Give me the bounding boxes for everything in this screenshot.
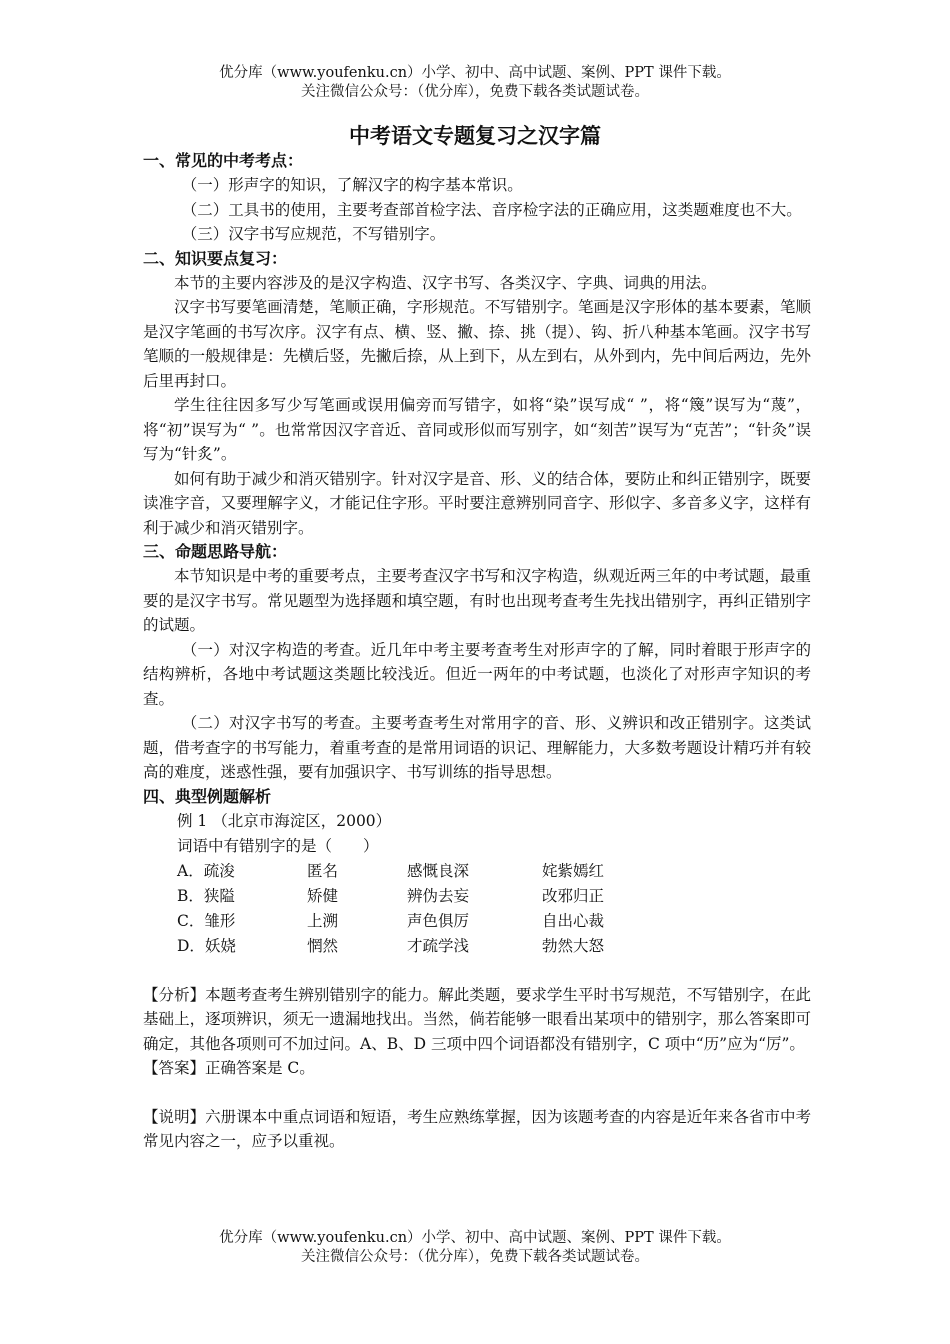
section-1-heading: 一、常见的中考考点： <box>143 151 304 170</box>
option-row-a <box>143 859 811 884</box>
option-word: 感慨良深 <box>407 861 470 880</box>
section-3-paragraph: （一）对汉字构造的考查。近几年中考主要考查考生对形声字的了解，同时着眼于形声字的结构辨析，各地中考试题这类题比较浅近。但近一两年的中考试题，也淡化了对形声字知识的考查。 <box>143 640 811 708</box>
header-line-1: 优分库（www.youfenku.cn）小学、初中、高中试题、案例、PPT 课件下载。 <box>219 65 731 81</box>
section-1-item: （一）形声字的知识，了解汉字的构字基本常识。 <box>181 176 523 194</box>
option-word: 才疏学浅 <box>407 936 470 955</box>
page-header <box>0 64 950 102</box>
section-1-item: （三）汉字书写应规范，不写错别字。 <box>181 225 446 243</box>
option-word: 匿名 <box>307 861 339 880</box>
section-4-heading: 四、典型例题解析 <box>143 786 272 806</box>
option-word: B．狭隘 <box>177 886 235 905</box>
option-row-b <box>143 884 811 909</box>
section-3-paragraph: 本节知识是中考的重要考点，主要考查汉字书写和汉字构造，纵观近两三年的中考试题，最重要的是汉字书写。常见题型为选择题和填空题，有时也出现考查考生先找出错别字，再纠正错别字的试题。 <box>143 567 811 634</box>
document-title: 中考语文专题复习之汉字篇 <box>349 123 601 148</box>
section-2-paragraph: 汉字书写要笔画清楚，笔顺正确，字形规范。不写错别字。笔画是汉字形体的基本要素，笔顺是汉字笔画的书写次序。汉字有点、横、竖、撇、捺、挑（提）、钩、折八种基本笔画。汉字书写笔顺的一般规律是：先横后竖，先撇后捺，从上到下，从左到右，从外到内，先中间后两边，先外后里再封口。 <box>143 298 811 390</box>
option-word: 上溯 <box>307 911 339 930</box>
section-2-paragraph: 本节的主要内容涉及的是汉字构造、汉字书写、各类汉字、字典、词典的用法。 <box>174 273 717 292</box>
option-word: 自出心裁 <box>542 911 605 930</box>
spacer <box>143 959 811 983</box>
document-body <box>143 149 811 1154</box>
analysis-paragraph: 【分析】本题考查考生辨别错别字的能力。解此类题，要求学生平时书写规范，不写错别字，在此基础上，逐项辨识，须无一遗漏地找出。当然，倘若能够一眼看出某项中的错别字，那么答案即可确定，其他各项则可不加过问。A、B、D 三项中四个词语都没有错别字，C 项中“历”应为“厉”。 <box>143 985 811 1053</box>
option-word: 姹紫嫣红 <box>542 861 605 880</box>
section-2-paragraph: 学生往往因多写少写笔画或误用偏旁而写错字，如将“染”误写成“ ”，将“篾”误写为“蔑”，将“初”误写为“ ”。也常常因汉字音近、音同或形似而写别字，如“刻苦”误写为“克苦”；“针灸”误写为“针炙”。 <box>143 396 811 463</box>
spacer <box>143 1081 811 1105</box>
option-word: 辨伪去妄 <box>407 886 470 905</box>
section-2-heading: 二、知识要点复习： <box>143 248 288 268</box>
example-label: 例 1 （北京市海淀区，2000） <box>177 811 392 830</box>
option-word: C．雏形 <box>177 911 236 930</box>
note-paragraph: 【说明】六册课本中重点词语和短语，考生应熟练掌握，因为该题考查的内容是近年来各省市中考常见内容之一，应予以重视。 <box>143 1107 811 1150</box>
option-word: 矫健 <box>307 886 339 905</box>
section-1-item: （二）工具书的使用，主要考查部首检字法、音序检字法的正确应用，这类题难度也不大。 <box>181 200 802 219</box>
page-footer <box>0 1229 950 1267</box>
footer-line-1: 优分库（www.youfenku.cn）小学、初中、高中试题、案例、PPT 课件下载。 <box>219 1230 731 1246</box>
section-3-heading: 三、命题思路导航： <box>143 542 288 561</box>
option-row-d <box>143 934 811 959</box>
option-word: 改邪归正 <box>542 886 605 905</box>
example-question: 词语中有错别字的是（ ） <box>177 836 379 855</box>
answer-paragraph: 【答案】正确答案是 C。 <box>143 1059 315 1077</box>
section-3-paragraph: （二）对汉字书写的考查。主要考查考生对常用字的音、形、义辨识和改正错别字。这类试题，借考查字的书写能力，着重考查的是常用词语的识记、理解能力，大多数考题设计精巧并有较高的难度，迷惑性强，要有加强识字、书写训练的指导思想。 <box>143 714 811 781</box>
option-row-c <box>143 909 811 934</box>
option-word: 声色俱厉 <box>407 911 470 930</box>
option-word: A．疏浚 <box>177 861 235 880</box>
option-word: D．妖娆 <box>177 936 236 955</box>
header-line-2: 关注微信公众号：（优分库），免费下载各类试题试卷。 <box>301 84 649 100</box>
footer-line-2: 关注微信公众号：（优分库），免费下载各类试题试卷。 <box>301 1249 649 1265</box>
option-word: 惘然 <box>307 936 339 955</box>
option-word: 勃然大怒 <box>542 936 605 955</box>
section-2-paragraph: 如何有助于减少和消灭错别字。针对汉字是音、形、义的结合体，要防止和纠正错别字，既要读准字音，又要理解字义，才能记住字形。平时要注意辨别同音字、形似字、多音多义字，这样有利于减少和消灭错别字。 <box>143 469 811 537</box>
